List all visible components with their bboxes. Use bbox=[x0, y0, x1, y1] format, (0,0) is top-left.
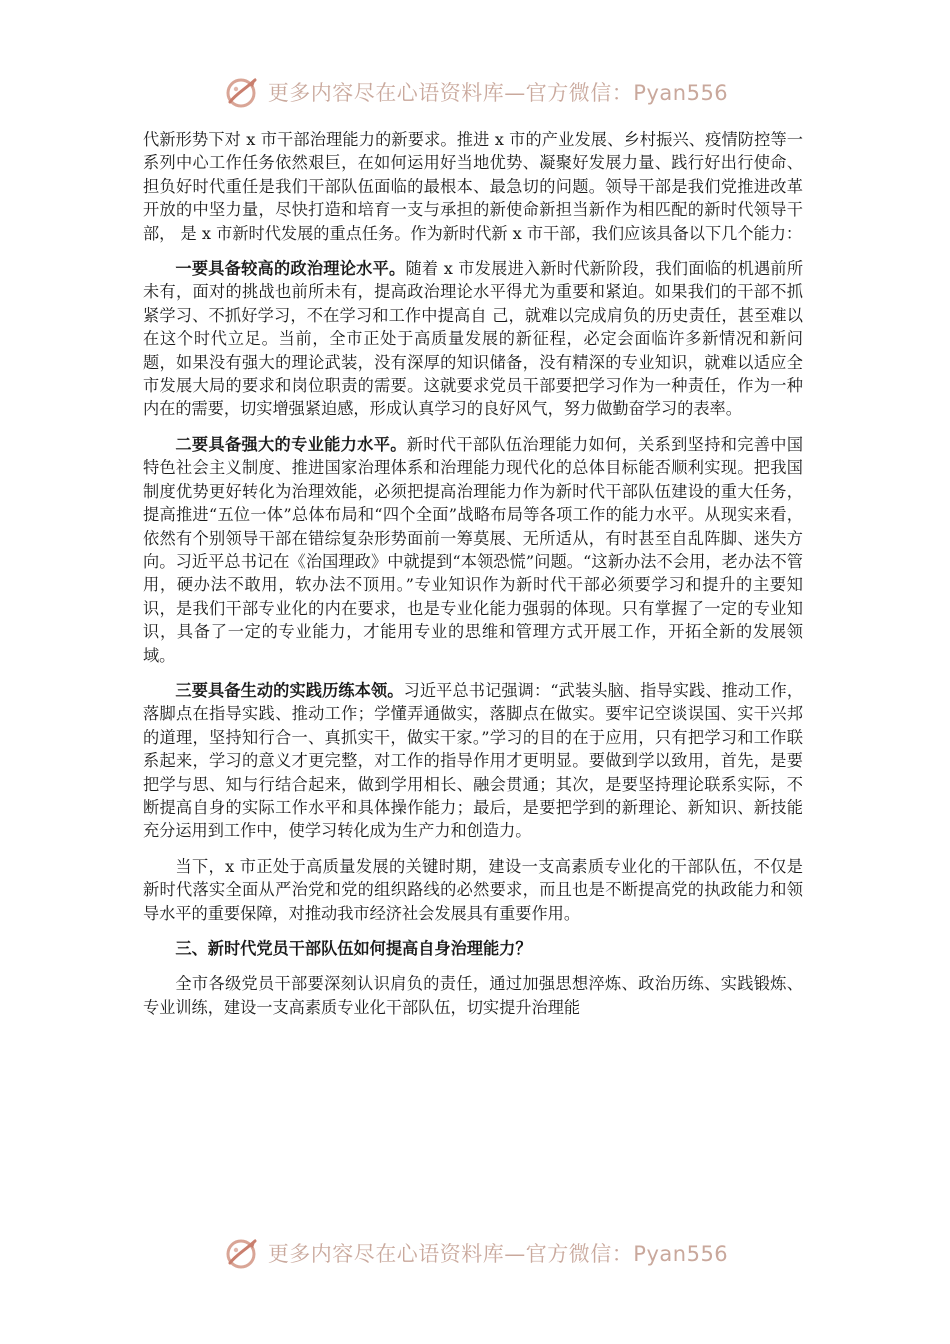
paragraph-text: 新时代干部队伍治理能力如何，关系到坚持和完善中国特色社会主义制度、推进国家治理体系和治理能力现代化的总体目标能否顺利实现。把我国制度优势更好转化为治理效能，必须把提高治理能力作为新时代干部队伍建设的重大任务，提高推进“五位一体”总体布局和“四个全面”战略布局等各项工作的能力水平。从现实来看，依然有个别领导干部在错综复杂形势面前一筹莫展、无所适从，有时甚至自乱阵脚、迷失方向。习近平总书记在《治国理政》中就提到“本领恐慌”问题。“这新办法不会用，老办法不管用，硬办法不敢用，软办法不顶用。”专业知识作为新时代干部必须要学习和提升的主要知识，是我们干部专业化的内在要求，也是专业化能力强弱的体现。只有掌握了一定的专业知识，具备了一定的专业能力，才能用专业的思维和管理方式开展工作，开拓全新的发展领域。 bbox=[143, 434, 804, 665]
paragraph-intro-continuation bbox=[143, 128, 803, 245]
sun-bird-logo-icon bbox=[222, 72, 262, 112]
header-watermark bbox=[0, 70, 950, 114]
footer-watermark bbox=[0, 1231, 950, 1275]
paragraph-text: 习近平总书记强调：“武装头脑、指导实践、推动工作，落脚点在指导实践、推动工作；学懂弄通做实，落脚点在做实。要牢记空谈误国、实干兴邦的道理，坚持知行合一、真抓实干，做实干家。”学习的目的在于应用，只有把学习和工作联系起来，学习的意义才更完整，对工作的指导作用才更明显。要做到学以致用，首先，是要把学与思、知与行结合起来，做到学用相长、融会贯通；其次，是要坚持理论联系实际，不断提高自身的实际工作水平和具体操作能力；最后，是要把学到的新理论、新知识、新技能充分运用到工作中，使学习转化成为生产力和创造力。 bbox=[143, 680, 804, 841]
sun-bird-logo-icon bbox=[222, 1233, 262, 1273]
section-heading: 三、新时代党员干部队伍如何提高自身治理能力？ bbox=[175, 939, 532, 958]
paragraph-text: 全市各级党员干部要深刻认识肩负的责任，通过加强思想淬炼、政治历练、实践锻炼、专业训练，建设一支高素质专业化干部队伍，切实提升治理能 bbox=[143, 974, 803, 1017]
paragraph-closing bbox=[143, 972, 803, 1019]
paragraph-political-theory bbox=[143, 257, 803, 421]
paragraph-text: 随着 x 市发展进入新时代新阶段，我们面临的机遇前所未有，面对的挑战也前所未有，提高政治理论水平得尤为重要和紧迫。如果我们的干部不抓紧学习、不抓好学习，不在学习和工作中提高自 己，就难以完成肩负的历史责任，甚至难以在这个时代立足。当前，全市正处于高质量发展的新征程，必定会面临许多新情况和新问题，如果没有强大的理论武装，没有深厚的知识储备，没有精深的专业知识，就难以适应全市发展大局的要求和岗位职责的需要。这就要求党员干部要把学习作为一种责任，作为一种内在的需要，切实增强紧迫感，形成认真学习的良好风气，努力做勤奋学习的表率。 bbox=[143, 259, 804, 419]
paragraph-professional-ability bbox=[143, 433, 803, 667]
watermark-text: 更多内容尽在心语资料库—官方微信：Pyan556 bbox=[267, 81, 729, 105]
paragraph-lead: 二要具备强大的专业能力水平。 bbox=[175, 434, 407, 454]
paragraph-current-situation bbox=[143, 855, 803, 925]
paragraph-text: 当下，x 市正处于高质量发展的关键时期，建设一支高素质专业化的干部队伍，不仅是新时代落实全面从严治党和党的组织路线的必然要求，而且也是不断提高党的执政能力和领导水平的重要保障，对推动我市经济社会发展具有重要作用。 bbox=[143, 856, 803, 923]
paragraph-practice-skills bbox=[143, 679, 803, 843]
document-body bbox=[143, 128, 803, 1031]
watermark-text: 更多内容尽在心语资料库—官方微信：Pyan556 bbox=[267, 1242, 729, 1266]
paragraph-text: 代新形势下对 x 市干部治理能力的新要求。推进 x 市的产业发展、乡村振兴、疫情防控等一系列中心工作任务依然艰巨，在如何运用好当地优势、凝聚好发展力量、践行好出行使命、担负好时代重任是我们干部队伍面临的最根本、最急切的问题。领导干部是我们党推进改革开放的中坚力量，尽快打造和培育一支与承担的新使命新担当新作为相匹配的新时代领导干部， 是 x 市新时代发展的重点任务。作为新时代新 x 市干部，我们应该具备以下几个能力： bbox=[143, 130, 803, 243]
paragraph-lead: 三要具备生动的实践历练本领。 bbox=[175, 680, 404, 700]
paragraph-lead: 一要具备较高的政治理论水平。 bbox=[175, 259, 406, 279]
